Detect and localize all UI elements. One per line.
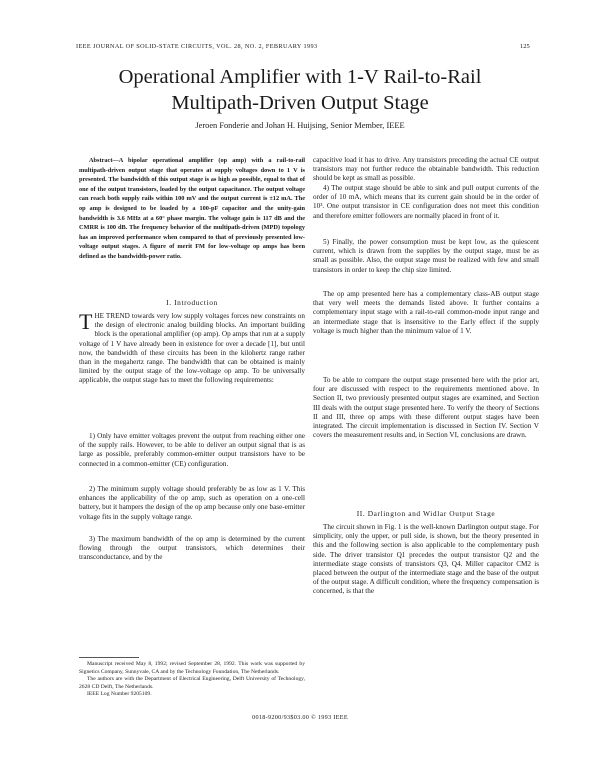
intro-paragraph-1 (79, 309, 305, 386)
right-paragraph-1: capacitive load it has to drive. Any transistors preceding the actual CE output transistors may not further reduce the obtainable bandwidth. This reduction should be kept as small as possible. (313, 156, 539, 183)
page-number: 125 (520, 43, 530, 50)
intro-paragraph-3: 2) The minimum supply voltage should preferably be as low as 1 V. This enhances the applicability of the op amp, such as operation on a one-cell battery, but it hampers the design of the op amp because only one base-emitter voltage fits in the supply voltage range. (79, 485, 305, 521)
copyright-footer: 0018-9200/93$03.00 © 1993 IEEE (252, 714, 348, 721)
intro-paragraph-4: 3) The maximum bandwidth of the op amp is determined by the current flowing through the output transistors, which determines their transconductance, and by the (79, 535, 305, 562)
right-paragraph-4: The op amp presented here has a complementary class-AB output stage that very well meets the demands listed above. It further contains a complementary input stage with a rail-to-rail common-mode input range and an intermediate stage that is insensitive to the Early effect if the supply voltage is much higher than the minimum value of 1 V. (313, 290, 539, 335)
darlington-paragraph-1: The circuit shown in Fig. 1 is the well-known Darlington output stage. For simplicity, only the upper, or pull side, is shown, but the theory presented in this and the following section is also applicable to the complementary push side. The driver transistor Q1 precedes the output transistor Q2 and the intermediate stage consists of transistors Q3, Q4. Miller capacitor CM2 is placed between the output of the intermediate stage and the base of the output of the output stage. A difficult condition, where the frequency compensation is concerned, is that the (313, 523, 539, 596)
footnote (79, 661, 305, 699)
intro-paragraph-1-text: HE TREND towards very low supply voltages forces new constraints on the design of electronic analog building blocks. An important building block is the operational amplifier (op amp). Op amps that run at a supply voltage of 1 V have already been in existence for over a decade [1], but until now, the bandwidth of these circuits has been in the kilohertz range rather than in the megahertz range. The bandwidth that can be obtained is mainly limited by the output stage of the low-voltage op amp. To be universally applicable, the output stage has to meet the following requirements: (79, 312, 305, 385)
footnote-manuscript: Manuscript received May 8, 1992; revised September 28, 1992. This work was supported by Signetics Company, Sunnyvale, CA and by the Technology Foundation, The Netherlands. (79, 661, 305, 675)
intro-paragraph-2: 1) Only have emitter voltages prevent the output from reaching either one of the supply rails. However, to be able to deliver an output signal that is as large as possible, preferably common-emitter output transistors have to be connected in a common-emitter (CE) configuration. (79, 432, 305, 468)
right-paragraph-5: To be able to compare the output stage presented here with the prior art, four are discussed with respect to the requirements mentioned above. In Section II, two previously presented output stages are examined, and Section III deals with the output stage presented here. To verify the theory of Sections II and III, three op amps with these different output stages have been integrated. The circuit implementation is discussed in Section IV. Section V covers the measurement results and, in Section VI, conclusions are drawn. (313, 376, 539, 440)
journal-header: IEEE JOURNAL OF SOLID-STATE CIRCUITS, VOL. 28, NO. 2, FEBRUARY 1993 (76, 43, 318, 50)
paper-title-line-2: Multipath-Driven Output Stage (171, 92, 429, 114)
footnote-rule (79, 657, 139, 658)
right-paragraph-2: 4) The output stage should be able to sink and pull output currents of the order of 10 mA, which means that its current gain should be in the order of 10³. One output transistor in CE configuration does not meet this condition and therefore emitter followers are normally placed in front of it. (313, 184, 539, 220)
paper-title-line-1: Operational Amplifier with 1-V Rail-to-Rail (118, 66, 482, 88)
authors: Jeroen Fonderie and Johan H. Huijsing, Senior Member, IEEE (195, 121, 405, 130)
section-heading-introduction: I. Introduction (166, 298, 218, 307)
abstract: Abstract—A bipolar operational amplifier (op amp) with a rail-to-rail multipath-driven output stage that operates at supply voltages down to 1 V is presented. The bandwidth of this output stage is as high as possible, equal to that of one of the output transistors, loaded by the output capacitance. The output voltage can reach both supply rails within 100 mV and the output current is ±12 mA. The op amp is designed to be loaded by a 100-pF capacitor and the unity-gain bandwidth is 3.6 MHz at a 60° phase margin. The voltage gain is 117 dB and the CMRR is 100 dB. The frequency behavior of the multipath-driven (MPD) topology has an improved performance when compared to that of previously presented low-voltage output stages. A figure of merit FM for low-voltage op amps has been defined as the bandwidth-power ratio. (79, 157, 305, 260)
footnote-log-number: IEEE Log Number 9205109. (87, 691, 152, 698)
drop-cap: T (79, 309, 93, 334)
right-paragraph-3: 5) Finally, the power consumption must be kept low, as the quiescent current, which is drawn from the supplies by the output stage, must be as small as possible. Also, the output stage must be realized with few and small transistors in order to keep the chip size limited. (313, 238, 539, 274)
section-heading-darlington: II. Darlington and Widlar Output Stage (356, 509, 496, 518)
footnote-affiliation: The authors are with the Department of Electrical Engineering, Delft University of Technology, 2628 CD Delft, The Netherlands. (79, 676, 305, 690)
